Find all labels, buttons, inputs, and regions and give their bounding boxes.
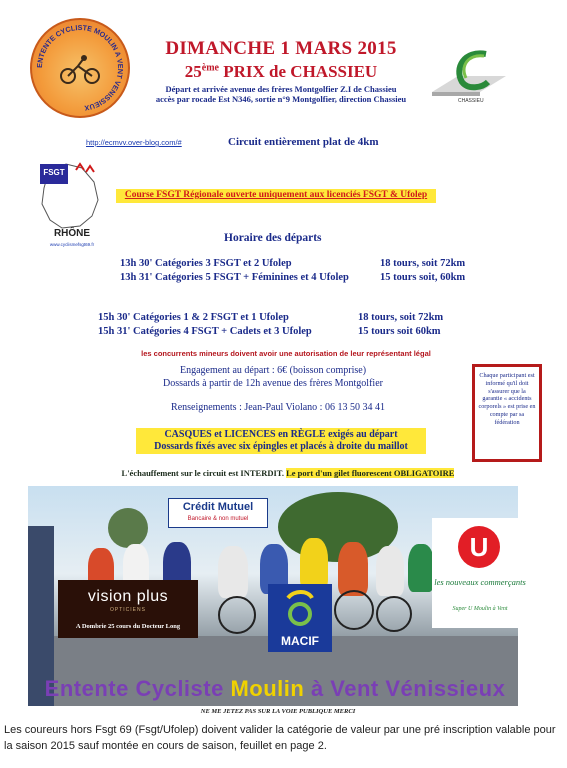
rider bbox=[338, 542, 368, 596]
entry-fee-info bbox=[148, 364, 398, 390]
bike-wheel bbox=[334, 590, 374, 630]
race-flyer bbox=[28, 18, 536, 715]
litter-notice: NE ME JETEZ PAS SUR LA VOIE PUBLIQUE MERCI bbox=[200, 708, 356, 715]
super-u-store: Super U Moulin à Vent bbox=[452, 606, 508, 612]
chassieu-logo-text: CHASSIEU bbox=[458, 98, 484, 104]
departure-1-distance: 18 tours, soit 72km bbox=[380, 258, 466, 269]
event-date: DIMANCHE 1 MARS 2015 bbox=[165, 38, 397, 59]
bike-wheel bbox=[218, 596, 256, 634]
club-name-part-1: Entente Cycliste bbox=[44, 676, 231, 701]
entry-fee: Engagement au départ : 6€ (boisson comprise) bbox=[179, 365, 367, 376]
macif-name: MACIF bbox=[281, 634, 319, 648]
directions bbox=[136, 84, 426, 104]
rhone-label: RHÔNE bbox=[53, 228, 91, 239]
super-u-slogan: les nouveaux commerçants bbox=[434, 577, 526, 587]
bib-pins-text: Dossards fixés avec six épingles et placés à droite du maillot bbox=[154, 441, 408, 452]
fsgt-label: FSGT bbox=[43, 168, 65, 177]
helmet-license-notice bbox=[136, 428, 426, 454]
departure-2-distance: 15 tours soit, 60km bbox=[380, 272, 466, 283]
departure-4-distance: 15 tours soit 60km bbox=[358, 326, 441, 337]
rider bbox=[218, 546, 248, 598]
super-u-circle-icon bbox=[458, 526, 500, 568]
vision-plus-logo bbox=[58, 580, 198, 638]
directions-line-2: accès par rocade Est N346, sortie n°9 Montgolfier, direction Chassieu bbox=[155, 94, 407, 104]
footer-note: Les coureurs hors Fsgt 69 (Fsgt/Ufolep) doivent valider la catégorie de valeur par une pré inscription valable pour la saison 2015 sauf montée en cours de saison, feuillet en page 2. bbox=[4, 724, 556, 752]
club-name-part-3: à Vent Vénissieux bbox=[304, 676, 506, 701]
departure-4-category: 15h 31' Catégories 4 FSGT + Cadets et 3 Ufolep bbox=[98, 326, 312, 337]
bib-pickup: Dossards à partir de 12h avenue des frères Montgolfier bbox=[163, 378, 383, 389]
macif-symbol-icon bbox=[268, 584, 332, 632]
credit-mutuel-tagline: Bancaire & non mutuel bbox=[187, 516, 249, 522]
blog-link[interactable]: http://ecmvv.over-blog.com/# bbox=[86, 138, 182, 147]
rider bbox=[408, 544, 434, 592]
headline bbox=[136, 38, 426, 82]
directions-line-1: Départ et arrivée avenue des frères Montgolfier Z.I de Chassieu bbox=[165, 84, 397, 94]
schedule-title: Horaire des départs bbox=[224, 232, 322, 244]
departure-2-category: 13h 31' Catégories 5 FSGT + Féminines et 4 Ufolep bbox=[120, 272, 349, 283]
vision-plus-address: A Dombrie 25 cours du Docteur Long bbox=[75, 623, 181, 630]
minors-note: les concurrents mineurs doivent avoir une autorisation de leur représentant légal bbox=[141, 349, 431, 358]
edition-suffix: ème bbox=[201, 62, 219, 74]
course-eligibility: Course FSGT Régionale ouverte uniquement aux licenciés FSGT & Ufolep bbox=[124, 190, 428, 200]
warmup-notice bbox=[78, 468, 498, 478]
club-logo bbox=[30, 18, 130, 118]
rider bbox=[376, 546, 404, 596]
fsgt-rhone-logo bbox=[36, 160, 106, 252]
vest-required: Le port d'un gilet fluorescent OBLIGATOIRE bbox=[286, 468, 455, 478]
edition-number: 25 bbox=[184, 62, 202, 81]
tree bbox=[108, 508, 148, 548]
vision-plus-name: vision plus bbox=[87, 588, 169, 605]
departure-3-distance: 18 tours, soit 72km bbox=[358, 312, 444, 323]
insurance-notice bbox=[472, 364, 542, 462]
vision-plus-sub: OPTICIENS bbox=[110, 607, 146, 613]
club-banner bbox=[40, 676, 510, 702]
cyclist-icon bbox=[60, 54, 100, 84]
warmup-forbidden: L'échauffement sur le circuit est INTERDIT. bbox=[121, 468, 287, 478]
chassieu-logo bbox=[428, 48, 510, 108]
event-name: PRIX de CHASSIEU bbox=[218, 62, 378, 81]
event-title bbox=[136, 62, 426, 82]
club-logo-text: ENTENTE CYCLISTE MOULIN A VENT VENISSIEUX bbox=[34, 22, 126, 113]
macif-logo bbox=[268, 584, 332, 652]
circuit-info: Circuit entièrement plat de 4km bbox=[228, 136, 379, 148]
bike-wheel bbox=[376, 596, 412, 632]
helmet-license-text: CASQUES et LICENCES en RÈGLE exigés au départ bbox=[164, 429, 398, 440]
rider bbox=[300, 538, 328, 590]
fsgt-url[interactable]: www.cyclismefsgt69.fr bbox=[49, 242, 95, 247]
contact-info: Renseignements : Jean-Paul Violano : 06 13 50 34 41 bbox=[171, 402, 385, 413]
super-u-logo bbox=[432, 518, 528, 628]
insurance-notice-text: Chaque participant est informé qu'il doit s'assurer que la garantie « accidents corporels » est prise en compte par sa fédération bbox=[478, 372, 536, 426]
departure-1-category: 13h 30' Catégories 3 FSGT et 2 Ufolep bbox=[120, 258, 292, 269]
credit-mutuel-name: Crédit Mutuel bbox=[182, 501, 254, 513]
credit-mutuel-logo bbox=[168, 498, 268, 528]
super-u-letter: U bbox=[469, 532, 489, 562]
departure-3-category: 15h 30' Catégories 1 & 2 FSGT et 1 Ufolep bbox=[98, 312, 289, 323]
club-name-part-2: Moulin bbox=[230, 676, 305, 701]
